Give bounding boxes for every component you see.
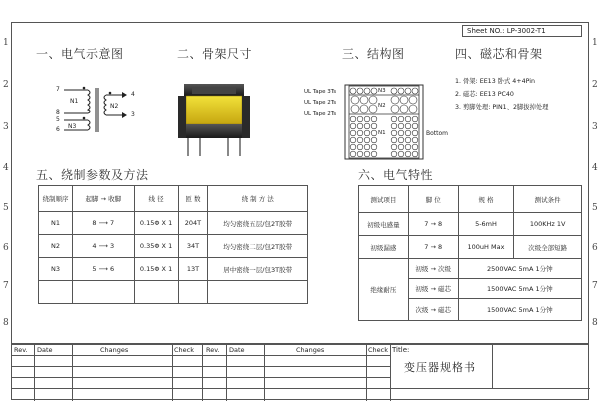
row-number: 4 <box>3 163 9 173</box>
section-electrical-diagram: 一、电气示意图 <box>36 47 124 61</box>
table-header: 匝 数 <box>178 186 208 212</box>
row-number: 3 <box>3 122 9 132</box>
transformer-schematic <box>50 80 140 140</box>
table-cell: 4 ⟶ 3 <box>72 235 134 258</box>
table-header: 绕 制 方 法 <box>208 186 308 212</box>
section-structure: 三、结构图 <box>342 47 405 61</box>
table-cell: 均匀密绕二层/包2T胶带 <box>208 235 308 258</box>
row-number: 7 <box>3 281 9 291</box>
bobbin-product-image <box>172 74 258 162</box>
row-number: 1 <box>3 38 9 48</box>
table-cell: 5-6mH <box>458 213 514 236</box>
winding-label: N2 <box>110 103 119 110</box>
table-header: 起脚 → 收脚 <box>72 186 134 212</box>
table-header: 线 径 <box>134 186 178 212</box>
title-block-header: Check <box>368 346 388 354</box>
table-header: 脚 位 <box>408 186 458 213</box>
table-row <box>359 259 582 279</box>
table-cell: 1500VAC 5mA 1分钟 <box>458 299 581 321</box>
section-bobbin-size: 二、骨架尺寸 <box>177 47 253 61</box>
title-block-header: Rev. <box>14 346 28 354</box>
table-cell: 204T <box>178 212 208 235</box>
section-core-bobbin: 四、磁芯和骨架 <box>455 47 543 61</box>
section-winding-params: 五、绕制参数及方法 <box>36 168 149 182</box>
table-cell <box>72 281 134 304</box>
table-cell <box>39 281 73 304</box>
winding-label: N3 <box>68 123 77 130</box>
title-block-header: Date <box>37 346 53 354</box>
table-cell <box>178 281 208 304</box>
pin-label: 5 <box>56 116 60 123</box>
table-cell: 5 ⟶ 6 <box>72 258 134 281</box>
bottom-label: Bottom <box>426 130 449 137</box>
row-number: 2 <box>3 80 9 90</box>
table-cell: 绝缘耐压 <box>359 259 409 321</box>
pin-label: 6 <box>56 126 60 133</box>
table-cell: 100uH Max <box>458 236 514 259</box>
row-number: 2 <box>592 80 598 90</box>
document-title: 变压器规格书 <box>404 361 476 374</box>
table-cell: 7 → 8 <box>408 213 458 236</box>
bobbin-illustration <box>172 74 258 162</box>
table-cell: 2500VAC 5mA 1分钟 <box>458 259 581 279</box>
tape-label: UL Tape 2Ts <box>304 100 337 106</box>
structure-diagram <box>304 84 449 160</box>
table-cell: 均匀密绕五层/包2T胶带 <box>208 212 308 235</box>
table-cell: N1 <box>39 212 73 235</box>
layer-label: N1 <box>378 130 386 136</box>
structure-svg <box>344 84 424 160</box>
table-cell: 初级电感量 <box>359 213 409 236</box>
table-cell <box>134 281 178 304</box>
winding-table <box>38 185 308 304</box>
table-header-row <box>359 186 582 213</box>
row-number: 7 <box>592 281 598 291</box>
row-number: 5 <box>3 203 9 213</box>
row-number: 6 <box>592 243 598 253</box>
pin-label: 4 <box>131 91 135 98</box>
table-row <box>39 281 308 304</box>
table-header: 测试项目 <box>359 186 409 213</box>
table-cell: 初级漏感 <box>359 236 409 259</box>
table-cell: 初级 → 磁芯 <box>408 279 458 299</box>
pin-label: 3 <box>131 111 135 118</box>
table-cell: 居中密绕一层/包3T胶带 <box>208 258 308 281</box>
table-row <box>39 235 308 258</box>
pin-label: 8 <box>56 109 60 116</box>
table-header: 测试条件 <box>514 186 582 213</box>
table-cell: 0.15Φ X 1 <box>134 212 178 235</box>
table-cell: N2 <box>39 235 73 258</box>
row-number: 8 <box>592 318 598 328</box>
title-block <box>11 344 589 400</box>
table-cell: 初级 → 次级 <box>408 259 458 279</box>
table-row <box>39 258 308 281</box>
core-note: 1. 骨架: EE13 卧式 4+4Pin <box>455 78 535 85</box>
sheet-number: Sheet NO.: LP-3002-T1 <box>462 25 582 37</box>
core-note: 2. 磁芯: EE13 PC40 <box>455 91 514 98</box>
title-block-header: Rev. <box>206 346 220 354</box>
row-number: 6 <box>3 243 9 253</box>
tape-label: UL Tape 2Ts <box>304 111 337 117</box>
title-block-header: Changes <box>296 346 325 354</box>
tape-label: UL Tape 3Ts <box>304 89 337 95</box>
table-cell: 次级全部短路 <box>514 236 582 259</box>
table-cell: 0.15Φ X 1 <box>134 258 178 281</box>
table-cell: 34T <box>178 235 208 258</box>
title-block-header: Date <box>229 346 245 354</box>
table-cell <box>208 281 308 304</box>
schematic-svg <box>50 80 140 140</box>
table-cell: 13T <box>178 258 208 281</box>
characteristics-table <box>358 185 582 321</box>
winding-label: N1 <box>70 98 79 105</box>
row-number: 4 <box>592 163 598 173</box>
title-block-header: Check <box>174 346 194 354</box>
table-cell: 次级 → 磁芯 <box>408 299 458 321</box>
row-number: 3 <box>592 122 598 132</box>
title-block-header: Changes <box>100 346 129 354</box>
table-row <box>39 212 308 235</box>
layer-label: N2 <box>378 103 386 109</box>
layer-label: N3 <box>378 88 386 94</box>
table-cell: 7 → 8 <box>408 236 458 259</box>
table-row <box>359 213 582 236</box>
row-number: 1 <box>592 38 598 48</box>
row-number: 5 <box>592 203 598 213</box>
table-header: 绕制顺序 <box>39 186 73 212</box>
table-header: 规 格 <box>458 186 514 213</box>
pin-label: 7 <box>56 86 60 93</box>
table-cell: 8 ⟶ 7 <box>72 212 134 235</box>
table-cell: 0.35Φ X 1 <box>134 235 178 258</box>
row-number: 8 <box>3 318 9 328</box>
table-header-row <box>39 186 308 212</box>
table-cell: 100KHz 1V <box>514 213 582 236</box>
table-cell: 1500VAC 5mA 1分钟 <box>458 279 581 299</box>
title-label: Title: <box>392 346 410 354</box>
core-note: 3. 剪脚处理: PIN1、2脚拔掉处理 <box>455 104 549 111</box>
section-electrical-characteristics: 六、电气特性 <box>358 168 434 182</box>
table-row <box>359 236 582 259</box>
table-cell: N3 <box>39 258 73 281</box>
